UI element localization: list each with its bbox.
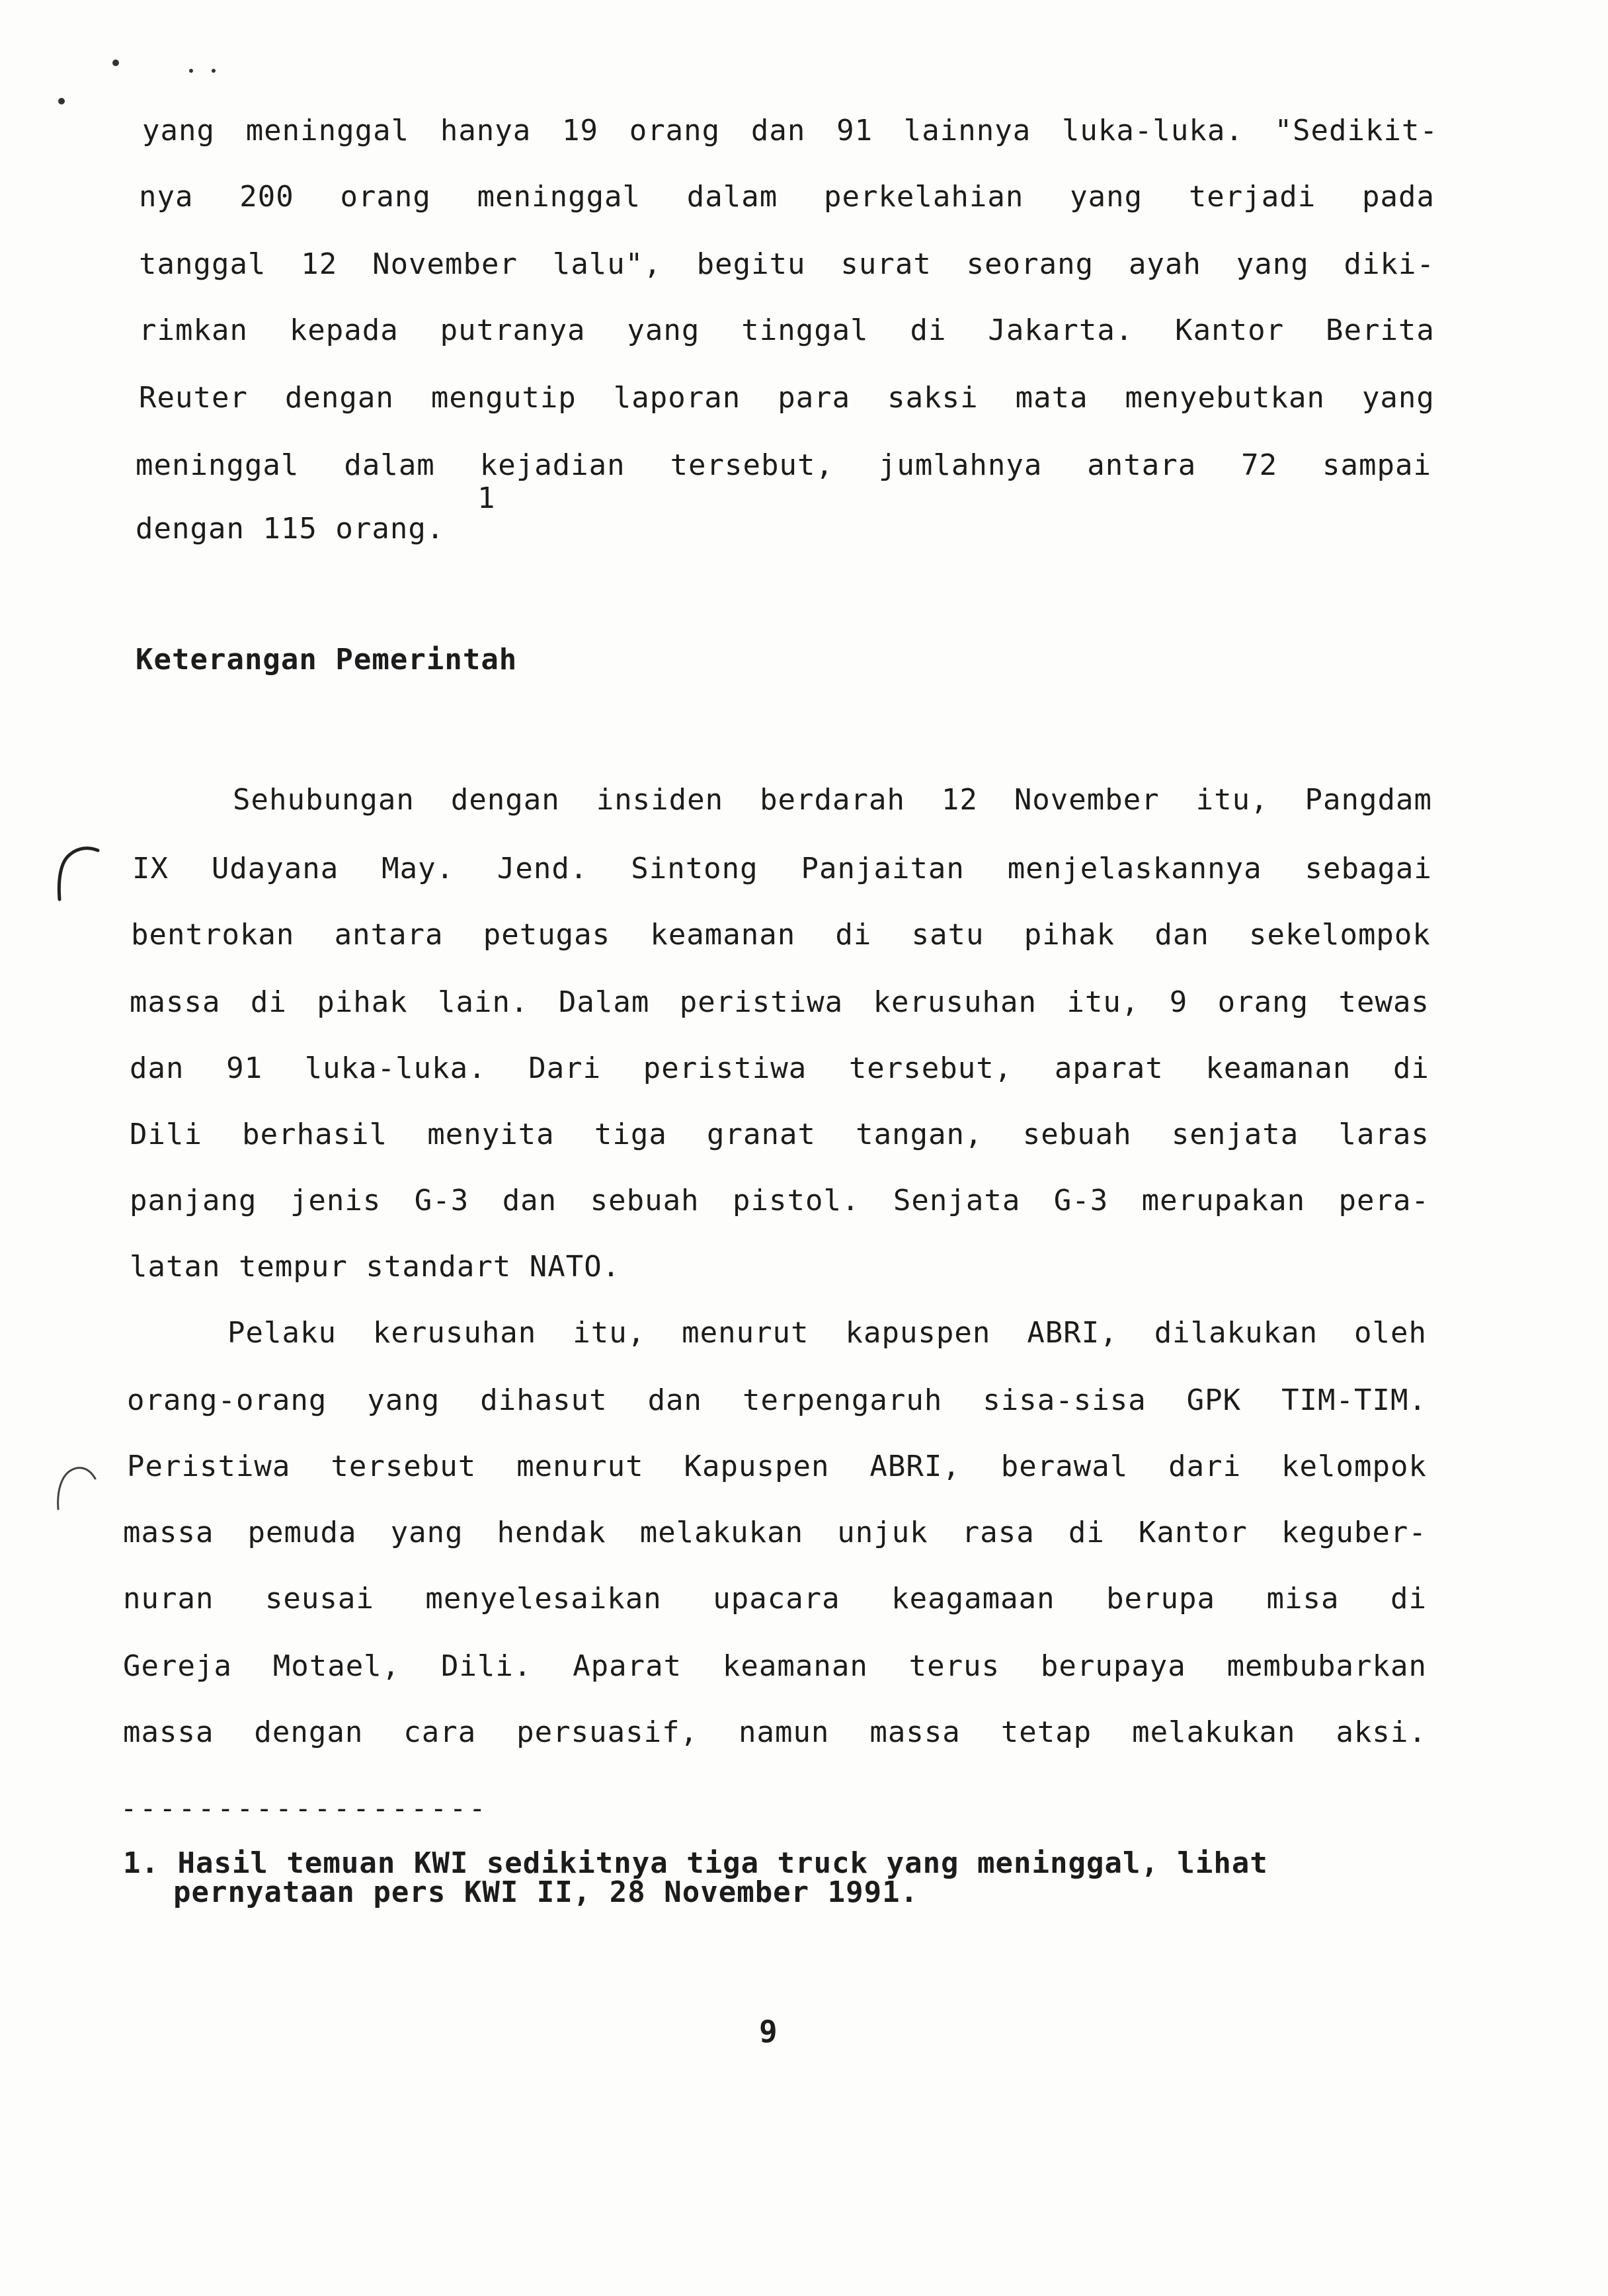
word: berupa (1106, 1582, 1216, 1616)
word: sekelompok (1249, 918, 1431, 952)
body-line (130, 985, 1429, 1020)
word: Dili. (440, 1649, 532, 1683)
margin-hook-mark (52, 1459, 104, 1512)
word: tanggal (139, 247, 266, 281)
word: tersebut (331, 1450, 477, 1483)
word: Dili (130, 1118, 202, 1151)
word: terpengaruh (742, 1383, 943, 1417)
word: yang (1236, 247, 1309, 281)
word: dengan (450, 783, 560, 817)
word: dan (647, 1383, 703, 1417)
word: massa (130, 985, 221, 1019)
word: namun (738, 1715, 830, 1749)
word: G-3 (1053, 1184, 1109, 1217)
word: orang (1217, 985, 1309, 1019)
word: menurut (682, 1316, 809, 1350)
word: panjang (130, 1184, 257, 1217)
word: berupaya (1040, 1649, 1186, 1683)
body-line (127, 1450, 1427, 1484)
word: IX (132, 852, 169, 885)
body-line (139, 247, 1435, 282)
word: persuasif, (516, 1715, 699, 1749)
word: misa (1266, 1582, 1340, 1616)
word: meninggal (477, 180, 641, 214)
word: Jend. (497, 852, 588, 885)
word: terus (908, 1649, 1000, 1683)
word: itu, (573, 1316, 646, 1350)
word: di (1390, 1582, 1427, 1616)
word: 9 (1169, 985, 1188, 1019)
word: massa (123, 1715, 214, 1749)
word: November (372, 247, 518, 281)
word: di (835, 918, 872, 952)
body-line (233, 783, 1432, 817)
body-line (136, 448, 1431, 483)
word: mata (1015, 381, 1088, 415)
word: keguber- (1281, 1516, 1427, 1549)
word: jumlahnya (878, 448, 1043, 482)
word: melakukan (1132, 1715, 1296, 1749)
word: yang (1070, 180, 1143, 214)
word: aparat (1054, 1051, 1164, 1085)
word: Reuter (139, 381, 248, 415)
word: laras (1338, 1118, 1429, 1151)
word: Berita (1325, 313, 1435, 347)
word: Kantor (1175, 313, 1285, 347)
footnote-marker: 1 (477, 481, 495, 515)
body-line (227, 1316, 1427, 1350)
word: tewas (1338, 985, 1429, 1019)
body-line (139, 381, 1435, 415)
word: tinggal (741, 313, 869, 347)
word: di (910, 313, 947, 347)
word: berawal (1000, 1450, 1129, 1483)
word: yang (1361, 381, 1435, 415)
word: dan (1154, 918, 1209, 952)
word: orang (629, 114, 721, 147)
word: TIM-TIM. (1281, 1383, 1427, 1417)
word: dengan (254, 1715, 364, 1749)
word: di (1392, 1051, 1429, 1085)
word: massa (123, 1516, 214, 1549)
word: diki- (1344, 247, 1435, 281)
word: yang (390, 1516, 463, 1549)
word: Gereja (123, 1649, 232, 1683)
word: hanya (440, 114, 532, 147)
word: berhasil (242, 1118, 388, 1151)
body-line (127, 1383, 1427, 1418)
word: Sintong (631, 852, 758, 885)
word: Pelaku (227, 1316, 337, 1350)
word: November (1014, 783, 1160, 817)
word: yang (142, 114, 215, 147)
word: kerusuhan (372, 1316, 537, 1350)
word: granat (706, 1118, 816, 1151)
word: Kapuspen (684, 1450, 830, 1483)
word: pada (1361, 180, 1435, 214)
word: senjata (1171, 1118, 1299, 1151)
word: rasa (961, 1516, 1035, 1549)
word: berdarah (760, 783, 905, 817)
word: dari (1168, 1450, 1242, 1483)
word: unjuk (837, 1516, 928, 1549)
body-line (123, 1649, 1427, 1684)
word: kerusuhan (873, 985, 1037, 1019)
word: Motael, (272, 1649, 401, 1683)
word: nuran (123, 1582, 214, 1616)
word: Aparat (573, 1649, 682, 1683)
word: luka-luka. (1061, 114, 1244, 147)
word: pistol. (733, 1184, 860, 1217)
word: keamanan (650, 918, 796, 952)
word: Dalam (558, 985, 650, 1019)
word: peristiwa (679, 985, 844, 1019)
word: dan (502, 1184, 557, 1217)
word: di (250, 985, 287, 1019)
word: dalam (344, 448, 435, 482)
word: kapuspen (845, 1316, 991, 1350)
word: Sehubungan (233, 783, 415, 817)
word: lalu", (552, 247, 662, 281)
scan-speck (58, 98, 65, 104)
word: begitu (696, 247, 806, 281)
word: keagamaan (891, 1582, 1055, 1616)
word: perkelahian (823, 180, 1024, 214)
word: petugas (483, 918, 611, 952)
word: menjelaskannya (1007, 852, 1262, 885)
word: 19 (562, 114, 598, 147)
body-line (123, 1582, 1427, 1616)
word: itu, (1195, 783, 1269, 817)
scan-speck (189, 69, 193, 73)
word: keamanan (1205, 1051, 1351, 1085)
word: dihasut (480, 1383, 608, 1417)
word: sebuah (1022, 1118, 1132, 1151)
word: meninggal (136, 448, 300, 482)
word: pemuda (247, 1516, 357, 1549)
word: Udayana (211, 852, 339, 885)
word: satu (911, 918, 985, 952)
word: Pangdam (1305, 783, 1432, 817)
word: menyebutkan (1125, 381, 1325, 415)
word: surat (840, 247, 932, 281)
footnote-separator: ------------------- (120, 1792, 489, 1824)
word: massa (869, 1715, 961, 1749)
word: melakukan (639, 1516, 804, 1549)
body-line (123, 1715, 1427, 1750)
body-line (130, 1118, 1429, 1152)
word: di (1068, 1516, 1105, 1549)
word: pihak (1024, 918, 1115, 952)
word: rimkan (139, 313, 248, 347)
body-line: dengan 115 orang. (136, 512, 445, 546)
word: ABRI, (1027, 1316, 1118, 1350)
word: lain. (438, 985, 529, 1019)
word: 91 (226, 1051, 263, 1085)
word: ABRI, (869, 1450, 961, 1483)
word: tersebut, (670, 448, 834, 482)
word: kejadian (479, 448, 625, 482)
body-line (131, 918, 1431, 952)
word: dilakukan (1154, 1316, 1318, 1350)
word: Peristiwa (127, 1450, 291, 1483)
word: itu, (1066, 985, 1140, 1019)
word: para (778, 381, 851, 415)
scan-speck (212, 69, 216, 73)
word: insiden (596, 783, 724, 817)
word: Senjata (893, 1184, 1021, 1217)
word: membubarkan (1226, 1649, 1427, 1683)
word: kepada (289, 313, 399, 347)
word: lainnya (903, 114, 1031, 147)
word: Dari (528, 1051, 602, 1085)
word: saksi (887, 381, 979, 415)
word: yang (367, 1383, 440, 1417)
word: Jakarta. (988, 313, 1134, 347)
word: keamanan (722, 1649, 868, 1683)
word: G-3 (414, 1184, 469, 1217)
word: 200 (239, 180, 294, 214)
section-heading: Keterangan Pemerintah (136, 643, 518, 676)
word: Kantor (1138, 1516, 1248, 1549)
word: antara (1087, 448, 1197, 482)
word: nya (139, 180, 194, 214)
margin-hook-mark (52, 842, 104, 902)
word: merupakan (1141, 1184, 1306, 1217)
word: tersebut, (848, 1051, 1013, 1085)
word: ayah (1128, 247, 1201, 281)
word: orang-orang (127, 1383, 327, 1417)
body-line (139, 180, 1435, 214)
word: orang (340, 180, 431, 214)
body-line (123, 1516, 1427, 1550)
word: 91 (836, 114, 873, 147)
word: 12 (941, 783, 978, 817)
word: bentrokan (131, 918, 295, 952)
word: pera- (1338, 1184, 1429, 1217)
word: oleh (1354, 1316, 1427, 1350)
word: pihak (317, 985, 408, 1019)
word: 72 (1241, 448, 1278, 482)
body-line (130, 1051, 1429, 1086)
word: Panjaitan (801, 852, 965, 885)
body-line (142, 114, 1438, 148)
word: terjadi (1188, 180, 1316, 214)
word: seusai (264, 1582, 374, 1616)
word: sebagai (1305, 852, 1432, 885)
word: hendak (497, 1516, 606, 1549)
word: cara (403, 1715, 477, 1749)
word: dengan (284, 381, 394, 415)
word: antara (334, 918, 444, 952)
word: aksi. (1336, 1715, 1427, 1749)
word: dalam (686, 180, 778, 214)
body-line (130, 1184, 1429, 1218)
word: laporan (613, 381, 741, 415)
word: 12 (301, 247, 338, 281)
word: tetap (1000, 1715, 1092, 1749)
footnote-line: 1. Hasil temuan KWI sedikitnya tiga truck yang meninggal, lihat (123, 1846, 1268, 1880)
word: peristiwa (643, 1051, 807, 1085)
body-line (132, 852, 1432, 886)
word: GPK (1186, 1383, 1242, 1417)
page-number: 9 (759, 2014, 778, 2049)
word: tangan, (856, 1118, 983, 1151)
word: May. (382, 852, 455, 885)
word: kelompok (1281, 1450, 1427, 1483)
scan-speck (112, 60, 119, 66)
word: luka-luka. (304, 1051, 487, 1085)
word: tiga (594, 1118, 667, 1151)
word: sampai (1322, 448, 1431, 482)
word: yang (627, 313, 700, 347)
footnote-line: pernyataan pers KWI II, 28 November 1991. (173, 1875, 919, 1909)
word: menyelesaikan (425, 1582, 662, 1616)
word: jenis (290, 1184, 382, 1217)
word: sisa-sisa (983, 1383, 1146, 1417)
word: "Sedikit- (1274, 114, 1438, 147)
word: sebuah (590, 1184, 700, 1217)
word: mengutip (430, 381, 577, 415)
word: dan (130, 1051, 184, 1085)
word: dan (750, 114, 806, 147)
word: seorang (966, 247, 1094, 281)
word: upacara (713, 1582, 840, 1616)
body-line: latan tempur standart NATO. (130, 1250, 621, 1284)
word: menurut (516, 1450, 644, 1483)
word: putranya (440, 313, 586, 347)
word: meninggal (245, 114, 410, 147)
body-line (139, 313, 1435, 348)
word: menyita (427, 1118, 555, 1151)
